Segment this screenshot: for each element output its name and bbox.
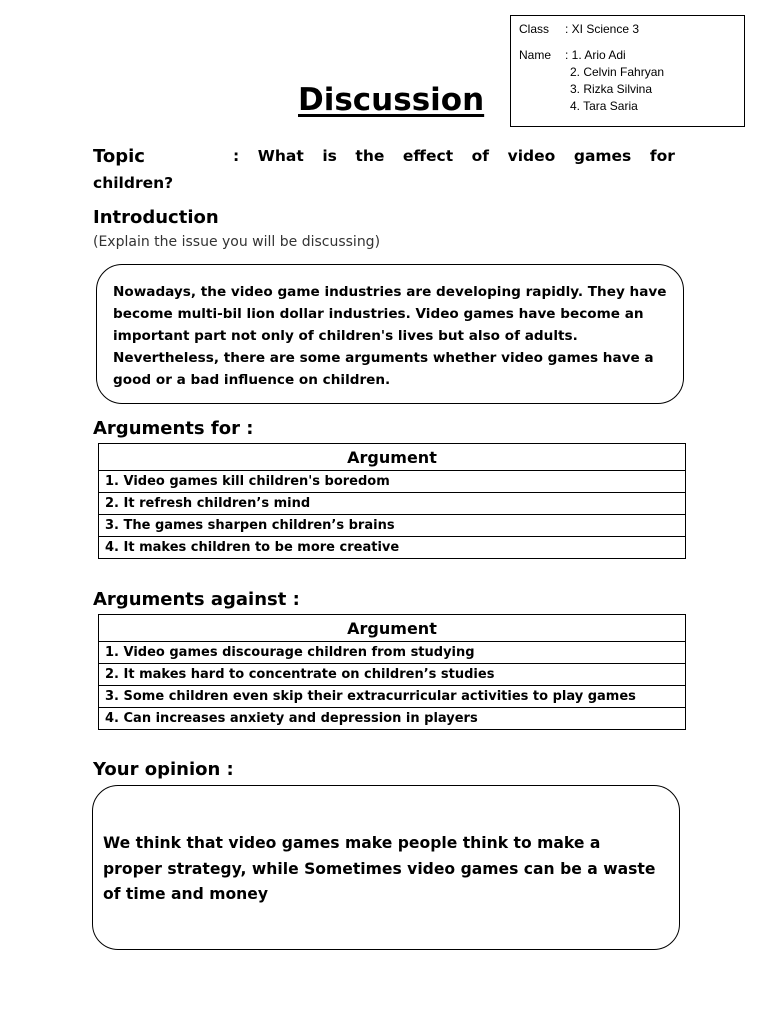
table-row xyxy=(99,493,686,515)
topic-line-2: children? xyxy=(93,174,174,192)
table-row xyxy=(99,686,686,708)
topic-word: of xyxy=(471,147,490,165)
argument-column-header: Argument xyxy=(99,615,686,642)
introduction-line: Nevertheless, there are some arguments whether video games have a xyxy=(113,350,654,366)
introduction-line: Nowadays, the video game industries are developing rapidly. They have xyxy=(113,284,667,300)
name-label: Name xyxy=(519,48,552,62)
name-list xyxy=(565,47,664,115)
topic-label: Topic xyxy=(93,146,145,167)
argument-column-header: Argument xyxy=(99,444,686,471)
topic-word: games xyxy=(573,147,632,165)
argument-cell: 3. The games sharpen children’s brains xyxy=(99,515,686,537)
introduction-heading: Introduction xyxy=(93,207,219,228)
introduction-line: good or a bad influence on children. xyxy=(113,372,391,388)
arguments-against-table xyxy=(98,614,686,730)
opinion-heading: Your opinion : xyxy=(93,759,234,780)
name-item: 3. Rizka Silvina xyxy=(570,82,653,96)
group-info-box xyxy=(510,15,745,127)
class-value: : XI Science 3 xyxy=(565,22,640,36)
introduction-hint: (Explain the issue you will be discussing) xyxy=(93,234,381,250)
argument-cell: 4. It makes children to be more creative xyxy=(99,537,686,559)
table-row xyxy=(99,708,686,730)
topic-question xyxy=(233,143,675,170)
opinion-line: of time and money xyxy=(103,885,268,903)
topic-word: is xyxy=(322,147,337,165)
argument-cell: 2. It refresh children’s mind xyxy=(99,493,686,515)
class-label: Class xyxy=(519,22,550,36)
opinion-text xyxy=(103,831,671,908)
topic-line xyxy=(93,143,675,170)
name-item: 4. Tara Saria xyxy=(570,99,638,113)
name-row xyxy=(519,47,736,115)
table-row xyxy=(99,642,686,664)
topic-word: the xyxy=(355,147,385,165)
name-item: : 1. Ario Adi xyxy=(565,48,626,62)
introduction-line: become multi-bil lion dollar industries. Video games have become an xyxy=(113,306,644,322)
topic-colon: : xyxy=(233,147,240,165)
topic-section xyxy=(93,143,675,197)
argument-cell: 4. Can increases anxiety and depression in players xyxy=(99,708,686,730)
arguments-against-heading: Arguments against : xyxy=(93,589,300,610)
introduction-text xyxy=(113,281,669,391)
topic-word: effect xyxy=(402,147,454,165)
argument-cell: 3. Some children even skip their extracurricular activities to play games xyxy=(99,686,686,708)
table-row xyxy=(99,471,686,493)
name-item: 2. Celvin Fahryan xyxy=(570,65,665,79)
arguments-for-heading: Arguments for : xyxy=(93,418,254,439)
topic-word: What xyxy=(257,147,304,165)
topic-word: video xyxy=(507,147,556,165)
introduction-box xyxy=(96,264,684,404)
table-header-row xyxy=(99,444,686,471)
argument-cell: 1. Video games discourage children from studying xyxy=(99,642,686,664)
table-header-row xyxy=(99,615,686,642)
page-title: Discussion xyxy=(298,82,485,118)
table-row xyxy=(99,664,686,686)
topic-word: for xyxy=(649,147,675,165)
table-row xyxy=(99,515,686,537)
argument-cell: 2. It makes hard to concentrate on children’s studies xyxy=(99,664,686,686)
arguments-for-table xyxy=(98,443,686,559)
opinion-box xyxy=(92,785,680,950)
opinion-line: We think that video games make people think to make a xyxy=(103,834,601,852)
table-row xyxy=(99,537,686,559)
class-row xyxy=(519,21,736,38)
argument-cell: 1. Video games kill children's boredom xyxy=(99,471,686,493)
opinion-line: proper strategy, while Sometimes video games can be a waste xyxy=(103,859,656,878)
introduction-line: important part not only of children's lives but also of adults. xyxy=(113,328,578,344)
